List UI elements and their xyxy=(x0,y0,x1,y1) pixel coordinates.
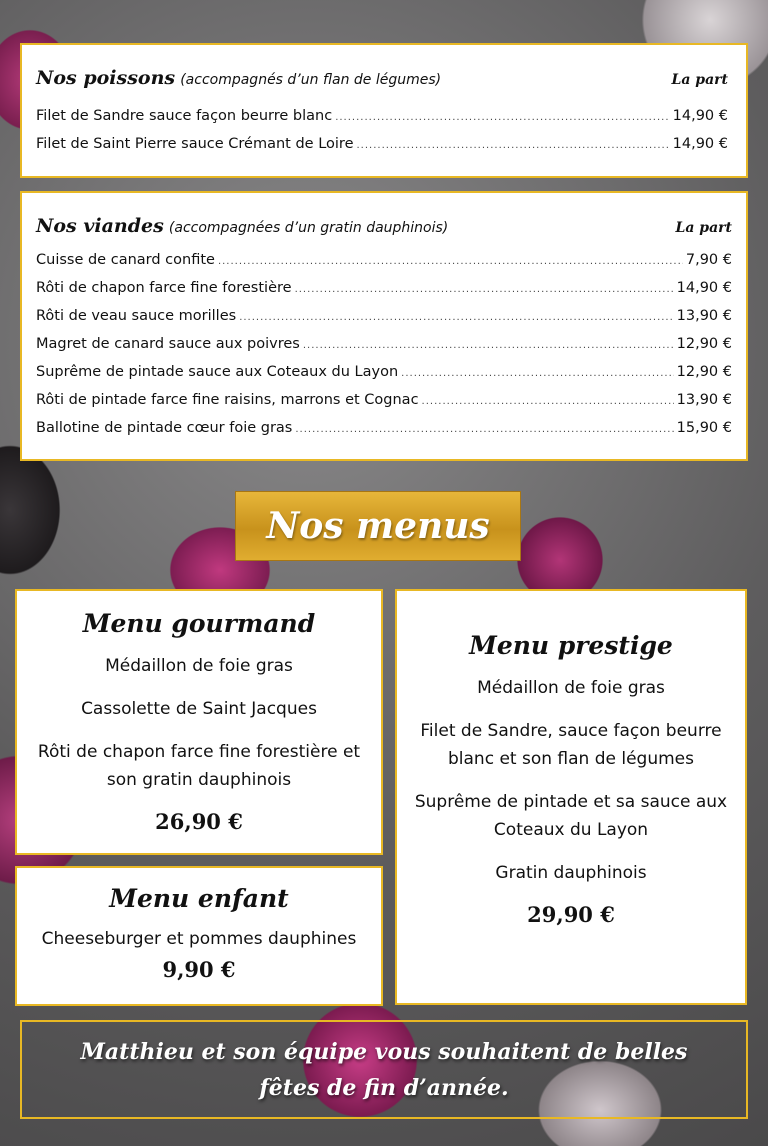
dish-name: Cuisse de canard confite xyxy=(36,252,215,268)
menu-enfant-card xyxy=(15,866,383,1006)
menu-enfant-title: Menu enfant xyxy=(109,884,289,913)
viandes-subtitle: (accompagnées d’un gratin dauphinois) xyxy=(168,220,449,236)
menu-gourmand-title: Menu gourmand xyxy=(82,609,316,638)
footer-greeting-text: Matthieu et son équipe vous souhaitent de belles fêtes de fin d’année. xyxy=(80,1038,688,1101)
dish-price: 14,90 € xyxy=(676,280,732,296)
menu-row xyxy=(36,415,732,443)
dish-price: 14,90 € xyxy=(672,136,728,152)
dish-name: Suprême de pintade sauce aux Coteaux du Layon xyxy=(36,364,399,380)
dish-price: 15,90 € xyxy=(676,420,732,436)
dish-name: Rôti de pintade farce fine raisins, marrons et Cognac xyxy=(36,392,419,408)
menu-row xyxy=(36,131,728,159)
poissons-panel xyxy=(20,43,748,178)
poissons-price-header: La part xyxy=(671,72,728,88)
viandes-header xyxy=(36,215,732,237)
dish-price: 12,90 € xyxy=(676,364,732,380)
poissons-subtitle: (accompagnés d’un flan de légumes) xyxy=(180,72,442,88)
dish-price: 13,90 € xyxy=(676,308,732,324)
menu-gourmand-item: Rôti de chapon farce fine forestière et son gratin dauphinois xyxy=(37,742,361,790)
menu-prestige-item: Filet de Sandre, sauce façon beurre blanc et son flan de légumes xyxy=(420,721,722,769)
menu-prestige-item: Médaillon de foie gras xyxy=(477,678,665,698)
menu-row xyxy=(36,247,732,275)
dish-name: Magret de canard sauce aux poivres xyxy=(36,336,300,352)
dot-leader xyxy=(303,332,674,359)
dish-name: Filet de Saint Pierre sauce Crémant de Loire xyxy=(36,136,354,152)
menu-row xyxy=(36,359,732,387)
dish-price: 12,90 € xyxy=(676,336,732,352)
dish-name: Rôti de veau sauce morilles xyxy=(36,308,237,324)
viandes-title: Nos viandes xyxy=(36,215,164,237)
menu-prestige-item: Suprême de pintade et sa sauce aux Coteaux du Layon xyxy=(414,792,728,840)
poissons-title: Nos poissons xyxy=(36,67,176,89)
dish-price: 14,90 € xyxy=(672,108,728,124)
menu-row xyxy=(36,303,732,331)
menu-gourmand-card xyxy=(15,589,383,855)
dish-name: Rôti de chapon farce fine forestière xyxy=(36,280,292,296)
viandes-price-header: La part xyxy=(675,220,732,236)
dot-leader xyxy=(218,248,683,275)
dot-leader xyxy=(357,132,670,159)
menu-prestige-title: Menu prestige xyxy=(469,631,673,660)
menu-row xyxy=(36,275,732,303)
menu-prestige-card xyxy=(395,589,747,1005)
viandes-panel xyxy=(20,191,748,461)
dish-name: Filet de Sandre sauce façon beurre blanc xyxy=(36,108,333,124)
menu-row xyxy=(36,331,732,359)
dish-price: 13,90 € xyxy=(676,392,732,408)
dot-leader xyxy=(335,104,669,131)
dot-leader xyxy=(295,416,673,443)
dish-price: 7,90 € xyxy=(685,252,732,268)
menu-gourmand-item: Cassolette de Saint Jacques xyxy=(81,699,317,719)
dot-leader xyxy=(401,360,673,387)
footer-greeting xyxy=(20,1020,748,1119)
menu-prestige-price: 29,90 € xyxy=(527,902,615,927)
menu-enfant-item: Cheeseburger et pommes dauphines xyxy=(41,929,357,949)
dot-leader xyxy=(422,388,674,415)
menu-gourmand-price: 26,90 € xyxy=(155,809,243,834)
dot-leader xyxy=(295,276,674,303)
dot-leader xyxy=(239,304,673,331)
menu-gourmand-item: Médaillon de foie gras xyxy=(105,656,293,676)
menu-enfant-price: 9,90 € xyxy=(162,957,236,982)
dish-name: Ballotine de pintade cœur foie gras xyxy=(36,420,293,436)
menu-row xyxy=(36,103,728,131)
menu-prestige-item: Gratin dauphinois xyxy=(495,863,647,883)
poissons-header xyxy=(36,67,728,89)
menus-banner: Nos menus xyxy=(235,491,521,561)
menu-row xyxy=(36,387,732,415)
